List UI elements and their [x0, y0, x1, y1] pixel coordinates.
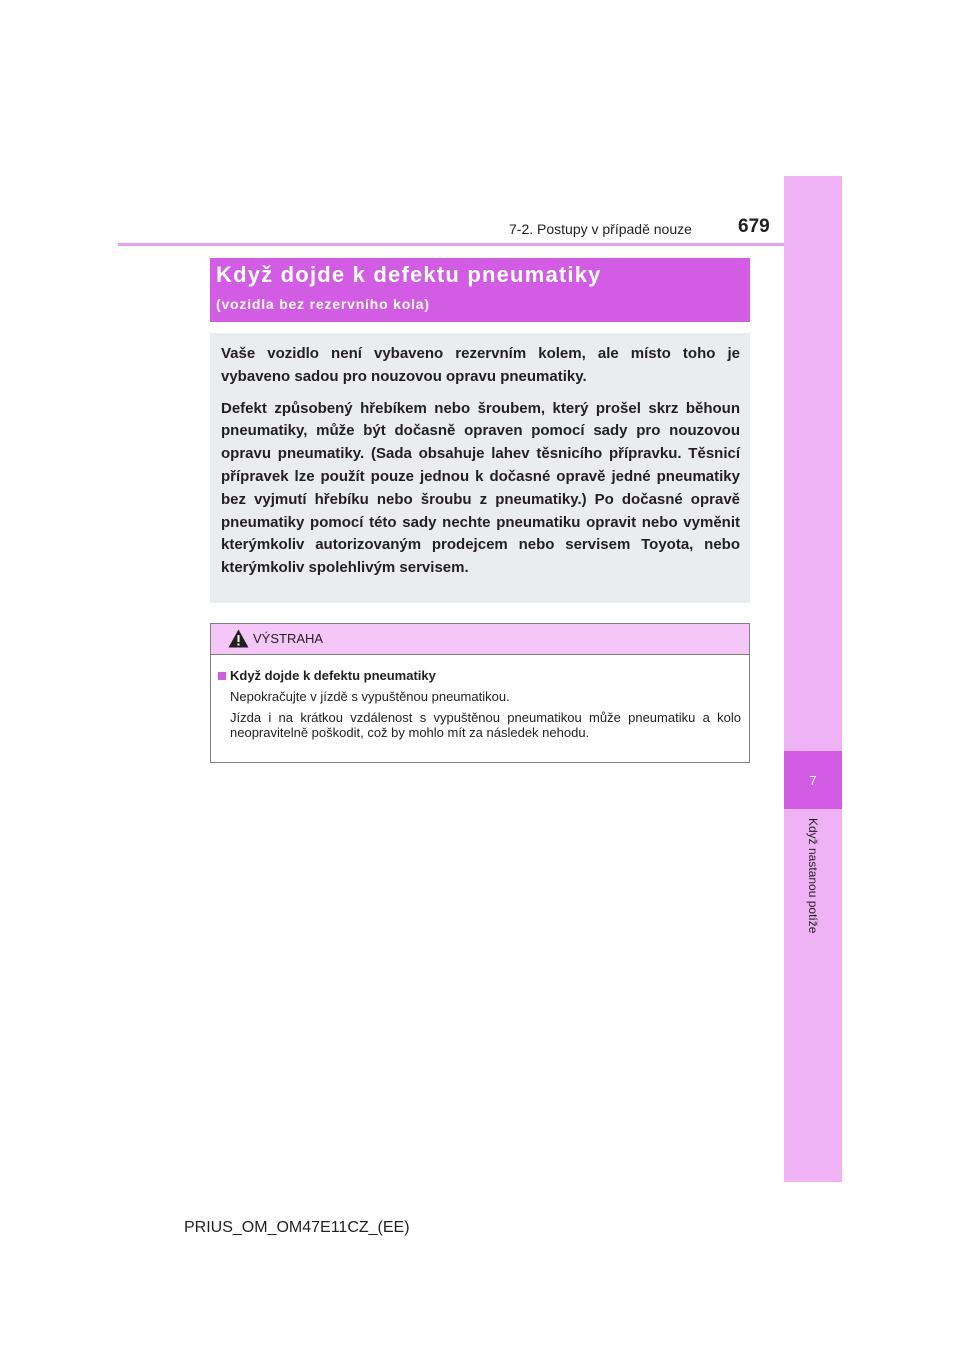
warning-label: VÝSTRAHA [253, 631, 324, 646]
warning-box [210, 623, 750, 763]
warning-heading [218, 668, 741, 683]
warning-body [211, 655, 749, 740]
intro-paragraph-1: Vaše vozidlo není vybaveno rezervním kolem, ale místo toho je vybaveno sadou pro nouzovou opravu pneumatiky. [221, 345, 740, 385]
chapter-number: 7 [809, 772, 817, 788]
header-divider [118, 243, 786, 246]
chapter-number-box [784, 751, 842, 809]
section-subtitle: (vozidla bez rezervního kola) [216, 296, 430, 312]
page-number: 679 [738, 216, 770, 237]
square-bullet-icon [218, 672, 226, 680]
intro-paragraph-2: Defekt způsobený hřebíkem nebo šroubem, který prošel skrz běhoun pneumatiky, může být dočasně opraven pomocí sady pro nouzovou opravu pneumatiky. (Sada obsahuje lahev těsnicího přípravku. Těsnicí přípravek lze použít pouze jednou k dočasné opravě jedné pneumatiky bez vyjmutí hřebíku nebo šroubu z pneumatiky.) Po dočasné opravě pneumatiky pomocí této sady nechte pneumatiku opravit nebo vyměnit kterýmkoliv autorizovaným prodejcem nebo servisem Toyota, nebo kterýmkoliv spolehlivým servisem. [221, 399, 740, 577]
warning-header [211, 624, 749, 655]
section-title: Když dojde k defektu pneumatiky [216, 262, 602, 287]
warning-line-2: Jízda i na krátkou vzdálenost s vypuštěnou pneumatikou může pneumatiku a kolo neopravitelně poškodit, což by mohlo mít za následek nehodu. [230, 710, 741, 740]
footer-doc-id: PRIUS_OM_OM47E11CZ_(EE) [184, 1219, 410, 1236]
warning-heading-text: Když dojde k defektu pneumatiky [230, 668, 436, 683]
section-label: 7-2. Postupy v případě nouze [509, 221, 692, 237]
warning-line-1: Nepokračujte v jízdě s vypuštěnou pneumatikou. [230, 689, 510, 704]
chapter-side-tab [784, 176, 842, 1182]
warning-triangle-icon [228, 629, 249, 648]
intro-box [210, 333, 750, 603]
chapter-title: Když nastanou potíže [806, 818, 820, 934]
section-title-box [210, 258, 750, 322]
